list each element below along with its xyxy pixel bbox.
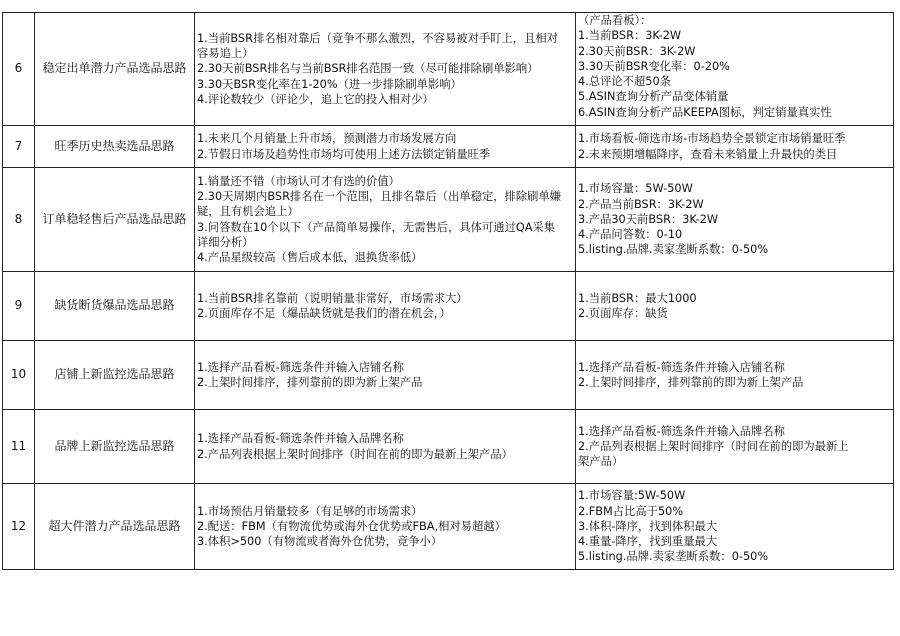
criteria-line: 4.重量-降序，找到重量最大 (578, 535, 718, 549)
table-row (3, 410, 894, 484)
row-number[interactable]: 8 (3, 168, 35, 272)
description-line: 1.选择产品看板-筛选条件并输入品牌名称 (197, 432, 404, 446)
criteria-line: 架产品） (578, 455, 624, 469)
description-line: 1.选择产品看板-筛选条件并输入店铺名称 (197, 360, 404, 374)
row-number[interactable]: 7 (3, 126, 35, 168)
table-row (3, 341, 894, 410)
strategy-name[interactable]: 缺货断货爆品选品思路 (35, 272, 195, 341)
criteria-line: 6.ASIN查询分析产品KEEPA图标，判定销量真实性 (578, 105, 832, 119)
strategy-name[interactable]: 超大件潜力产品选品思路 (35, 484, 195, 570)
criteria-line: 4.总评论不超50条 (578, 75, 671, 89)
table-row (3, 126, 894, 168)
filter-criteria[interactable] (576, 484, 894, 570)
filter-criteria[interactable] (576, 410, 894, 484)
strategy-name[interactable]: 稳定出单潜力产品选品思路 (35, 13, 195, 126)
criteria-line: 3.30天前BSR变化率：0-20% (578, 59, 730, 73)
row-number[interactable]: 6 (3, 13, 35, 126)
criteria-line: 1.当前BSR：最大1000 (578, 291, 697, 305)
description-line: 1.市场预估月销量较多（有足够的市场需求） (197, 504, 423, 518)
description-line: 2.30天周期内BSR排名在一个范围，且排名靠后（出单稳定，排除刷单嫌 (197, 189, 562, 203)
table-row (3, 272, 894, 341)
strategy-description[interactable] (195, 484, 576, 570)
criteria-line: 1.选择产品看板-筛选条件并输入店铺名称 (578, 360, 785, 374)
row-number[interactable]: 12 (3, 484, 35, 570)
product-selection-table (2, 12, 894, 570)
description-line: 2.页面库存不足（爆品缺货就是我们的潜在机会，） (197, 307, 451, 320)
row-number[interactable]: 9 (3, 272, 35, 341)
criteria-line: 1.市场容量:5W-50W (578, 489, 686, 503)
strategy-name[interactable]: 品牌上新监控选品思路 (35, 410, 195, 484)
description-line: 2.30天前BSR排名与当前BSR排名范围一致（尽可能排除刷单影响） (197, 62, 539, 76)
strategy-description[interactable] (195, 13, 576, 126)
filter-criteria[interactable] (576, 341, 894, 410)
description-line: 3.问答数在10个以下（产品简单易操作，无需售后，具体可通过QA采集 (197, 220, 556, 234)
criteria-line: 1.市场看板-筛选市场-市场趋势全景锁定市场销量旺季 (578, 132, 846, 146)
strategy-description[interactable] (195, 272, 576, 341)
criteria-line: 2.30天前BSR：3K-2W (578, 44, 696, 58)
criteria-line: （产品看板）： (578, 14, 652, 27)
description-line: 1.当前BSR排名靠前（说明销量非常好，市场需求大） (197, 291, 468, 305)
criteria-line: 4.产品问答数：0-10 (578, 228, 683, 242)
criteria-line: 2.未来预期增幅降序，查看未来销量上升最快的类目 (578, 147, 838, 161)
description-line: 2.产品列表根据上架时间排序（时间在前的即为最新上架产品） (197, 447, 513, 461)
description-line: 详细分析） (197, 235, 254, 249)
filter-criteria[interactable] (576, 126, 894, 168)
table-row (3, 168, 894, 272)
criteria-line: 2.上架时间排序，排列靠前的即为新上架产品 (578, 376, 804, 389)
criteria-line: 3.体积-降序，找到体积最大 (578, 519, 718, 533)
row-number[interactable]: 10 (3, 341, 35, 410)
row-number[interactable]: 11 (3, 410, 35, 484)
description-line: 3.体积>500（有物流或者海外仓优势，竞争小） (197, 535, 443, 549)
strategy-description[interactable] (195, 410, 576, 484)
criteria-line: 5.ASIN查询分析产品变体销量 (578, 90, 729, 104)
description-line: 2.节假日市场及趋势性市场均可使用上述方法锁定销量旺季 (197, 147, 491, 161)
strategy-name[interactable]: 旺季历史热卖选品思路 (35, 126, 195, 168)
filter-criteria[interactable] (576, 168, 894, 272)
description-line: 1.当前BSR排名相对靠后（竞争不那么激烈，不容易被对手盯上，且相对 (197, 31, 558, 45)
criteria-line: 2.产品列表根据上架时间排序（时间在前的即为最新上 (578, 439, 849, 453)
description-line: 4.评论数较少（评论少，追上它的投入相对少） (197, 92, 434, 106)
criteria-line: 2.FBM占比高于50% (578, 504, 684, 518)
criteria-line: 5.listing.品牌.卖家垄断系数：0-50% (578, 243, 769, 257)
criteria-line: 2.产品当前BSR：3K-2W (578, 197, 704, 211)
strategy-description[interactable] (195, 126, 576, 168)
criteria-line: 1.当前BSR：3K-2W (578, 29, 682, 43)
filter-criteria[interactable] (576, 13, 894, 126)
criteria-line: 3.产品30天前BSR：3K-2W (578, 212, 719, 226)
table-row (3, 484, 894, 570)
criteria-line: 5.listing.品牌.卖家垄断系数：0-50% (578, 550, 769, 564)
description-line: 容易追上） (197, 47, 254, 61)
description-line: 疑，且有机会追上） (197, 205, 299, 219)
table-row (3, 13, 894, 126)
strategy-name[interactable]: 订单稳轻售后产品选品思路 (35, 168, 195, 272)
criteria-line: 2.页面库存：缺货 (578, 307, 668, 320)
description-line: 2.配送：FBM（有物流优势或海外仓优势或FBA,相对易超越） (197, 519, 506, 533)
description-line: 4.产品星级较高（售后成本低，退换货率低） (197, 251, 423, 265)
description-line: 1.未来几个月销量上升市场，预测潜力市场发展方向 (197, 132, 457, 146)
filter-criteria[interactable] (576, 272, 894, 341)
description-line: 1.销量还不错（市场认可才有选的价值） (197, 174, 400, 188)
criteria-line: 1.市场容量：5W-50W (578, 182, 693, 196)
strategy-name[interactable]: 店铺上新监控选品思路 (35, 341, 195, 410)
strategy-description[interactable] (195, 341, 576, 410)
description-line: 3.30天BSR变化率在1-20%（进一步排除刷单影响） (197, 77, 462, 91)
criteria-line: 1.选择产品看板-筛选条件并输入品牌名称 (578, 424, 785, 438)
description-line: 2.上架时间排序，排列靠前的即为新上架产品 (197, 376, 423, 389)
strategy-description[interactable] (195, 168, 576, 272)
